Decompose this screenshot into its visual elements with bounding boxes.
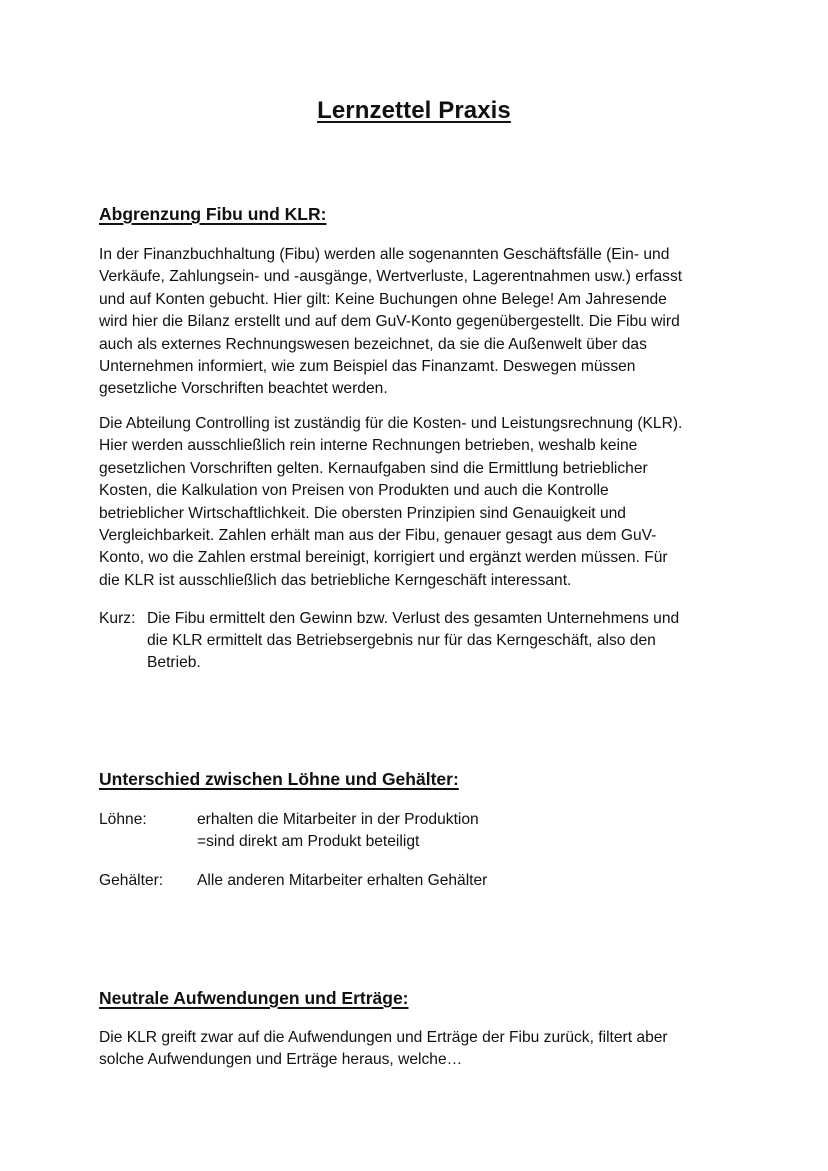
kurz-line: die KLR ermittelt das Betriebsergebnis nur für das Kerngeschäft, also den [147,632,656,649]
paragraph-line: betrieblicher Wirtschaftlichkeit. Die obersten Prinzipien sind Genauigkeit und [99,504,626,522]
section-heading-neutrale: Neutrale Aufwendungen und Erträge: [99,988,409,1008]
paragraph-line: Die KLR greift zwar auf die Aufwendungen und Erträge der Fibu zurück, filtert aber [99,1029,668,1046]
paragraph-line: Konto, wo die Zahlen erstmal bereinigt, korrigiert und ergänzt werden müssen. Für [99,549,668,567]
paragraph-line: auch als externes Rechnungswesen bezeichnet, da sie die Außenwelt über das [99,335,647,353]
paragraph-klr [99,413,731,592]
paragraph-line: In der Finanzbuchhaltung (Fibu) werden alle sogenannten Geschäftsfälle (Ein- und [99,246,670,263]
section-heading-abgrenzung: Abgrenzung Fibu und KLR: [99,204,327,224]
paragraph-line: gesetzlichen Vorschriften gelten. Kernaufgaben sind die Ermittlung betrieblicher [99,459,648,477]
paragraph-line: Vergleichbarkeit. Zahlen erhält man aus der Fibu, genauer gesagt aus dem GuV- [99,527,657,545]
paragraph-line: wird hier die Bilanz erstellt und auf dem GuV-Konto gegenübergestellt. Die Fibu wird [99,313,680,331]
loehne-line: =sind direkt am Produkt beteiligt [197,833,420,850]
gehaelter-line: Alle anderen Mitarbeiter erhalten Gehälter [197,872,488,889]
document-title: Lernzettel Praxis [317,97,511,124]
paragraph-line: Verkäufe, Zahlungsein- und -ausgänge, Wertverluste, Lagerentnahmen usw.) erfasst [99,268,683,286]
gehaelter-label: Gehälter: [99,872,164,889]
paragraph-line: solche Aufwendungen und Erträge heraus, welche… [99,1051,463,1069]
paragraph-line: gesetzliche Vorschriften beachtet werden. [99,380,388,398]
section-heading-loehne-gehaelter: Unterschied zwischen Löhne und Gehälter: [99,769,459,789]
paragraph-neutrale [99,1027,731,1072]
kurz-line: Betrieb. [147,654,201,671]
paragraph-line: die KLR ist ausschließlich das betriebliche Kerngeschäft interessant. [99,571,572,589]
paragraph-fibu [99,244,731,401]
paragraph-line: Kosten, die Kalkulation von Preisen von Produkten und auch die Kontrolle [99,482,609,500]
paragraph-line: und auf Konten gebucht. Hier gilt: Keine Buchungen ohne Belege! Am Jahresende [99,290,667,308]
paragraph-line: Die Abteilung Controlling ist zuständig für die Kosten- und Leistungsrechnung (KLR). [99,415,683,432]
kurz-line: Die Fibu ermittelt den Gewinn bzw. Verlust des gesamten Unternehmens und [147,610,680,627]
kurz-label: Kurz: [99,610,136,627]
paragraph-line: Hier werden ausschließlich rein interne Rechnungen betrieben, weshalb keine [99,437,638,455]
paragraph-line: Unternehmen informiert, wie zum Beispiel das Finanzamt. Deswegen müssen [99,358,636,376]
loehne-label: Löhne: [99,811,147,828]
loehne-line: erhalten die Mitarbeiter in der Produktion [197,811,479,828]
